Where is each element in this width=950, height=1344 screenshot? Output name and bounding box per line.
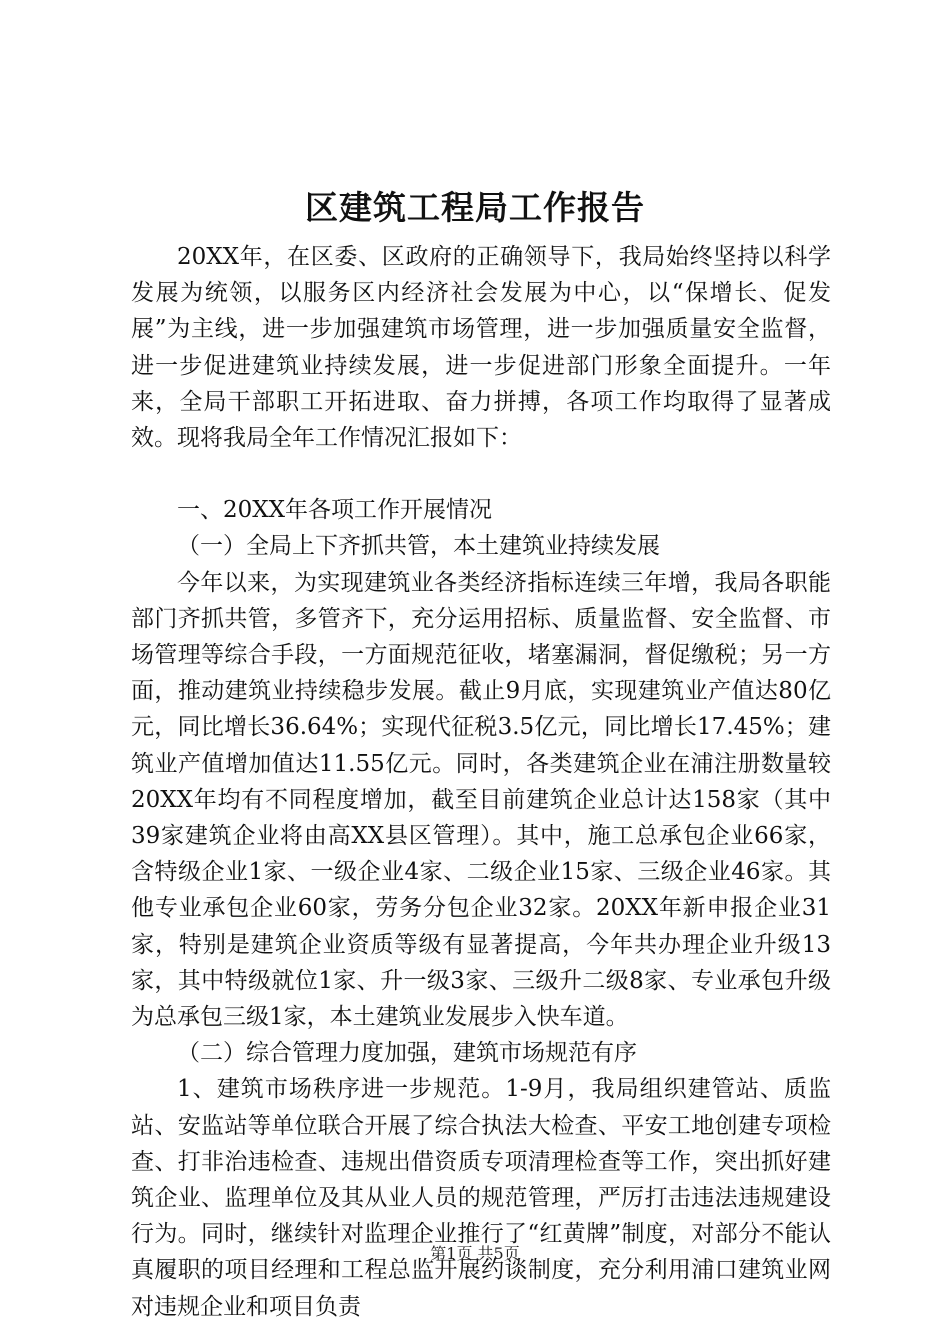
page-footer: 第1页 共5页 [430, 1244, 520, 1263]
document-title: 区建筑工程局工作报告 [305, 188, 645, 227]
body-paragraph: 1、建筑市场秩序进一步规范。1-9月，我局组织建管站、质监站、安监站等单位联合开展了综合执法大检查、平安工地创建专项检查、打非治违检查、违规出借资质专项清理检查等工作，突出抓好建筑企业、监理单位及其从业人员的规范管理，严厉打击违法违规建设行为。同时，继续针对监理企业推行了“红黄牌”制度，对部分不能认真履职的项目经理和工程总监开展约谈制度，充分利用浦口建筑业网对违规企业和项目负责 [131, 1076, 831, 1320]
subsection-heading: （二）综合管理力度加强，建筑市场规范有序 [177, 1040, 637, 1067]
document-body [131, 239, 831, 1325]
intro-paragraph: 20XX年，在区委、区政府的正确领导下，我局始终坚持以科学发展为统领，以服务区内经济社会发展为中心，以“保增长、促发展”为主线，进一步加强建筑市场管理，进一步加强质量安全监督，进一步促进建筑业持续发展，进一步促进部门形象全面提升。一年来，全局干部职工开拓进取、奋力拼搏，各项工作均取得了显著成效。现将我局全年工作情况汇报如下： [131, 244, 831, 452]
subsection-heading: （一）全局上下齐抓共管，本土建筑业持续发展 [177, 533, 660, 560]
body-paragraph: 今年以来，为实现建筑业各类经济指标连续三年增，我局各职能部门齐抓共管，多管齐下，充分运用招标、质量监督、安全监督、市场管理等综合手段，一方面规范征收，堵塞漏洞，督促缴税；另一方面，推动建筑业持续稳步发展。截止9月底，实现建筑业产值达80亿元，同比增长36.64%；实现代征税3.5亿元，同比增长17.45%；建筑业产值增加值达11.55亿元。同时，各类建筑企业在浦注册数量较20XX年均有不同程度增加，截至目前建筑企业总计达158家（其中39家建筑企业将由高XX县区管理）。其中，施工总承包企业66家，含特级企业1家、一级企业4家、二级企业15家、三级企业46家。其他专业承包企业60家，劳务分包企业32家。20XX年新申报企业31家，特别是建筑企业资质等级有显著提高，今年共办理企业升级13家，其中特级就位1家、升一级3家、三级升二级8家、专业承包升级为总承包三级1家，本土建筑业发展步入快车道。 [131, 569, 831, 1031]
section-heading: 一、20XX年各项工作开展情况 [177, 497, 493, 524]
